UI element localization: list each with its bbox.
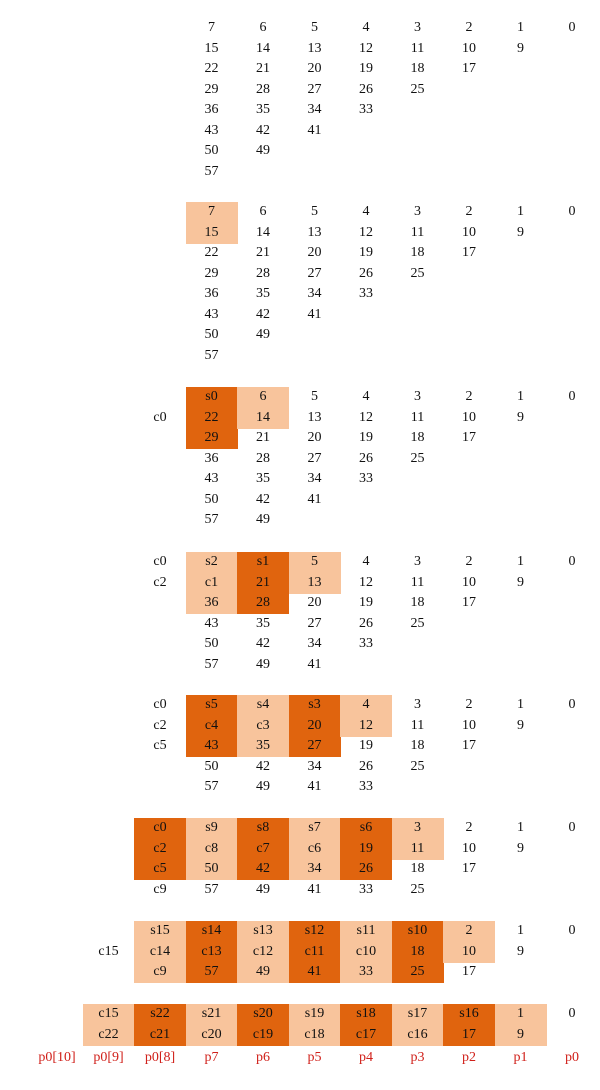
bit-cell: 42 — [256, 636, 270, 651]
bit-cell: 26 — [359, 450, 373, 466]
bit-cell: 9 — [517, 574, 524, 590]
bit-cell: s15 — [150, 923, 170, 938]
bit-cell: c20 — [201, 1026, 222, 1042]
bit-cell: 0 — [568, 554, 576, 569]
bit-cell: 0 — [568, 820, 576, 835]
bit-cell: 6 — [259, 204, 267, 219]
bit-cell: 17 — [462, 861, 476, 876]
bit-cell: 21 — [256, 245, 270, 260]
bit-cell: s17 — [407, 1006, 428, 1021]
bit-cell: 49 — [256, 656, 270, 672]
bit-cell: 35 — [256, 615, 270, 631]
bit-cell: 43 — [204, 122, 219, 138]
bit-cell: 3 — [414, 820, 421, 835]
bit-cell: 18 — [410, 861, 425, 876]
bit-cell: 12 — [359, 224, 373, 240]
bit-cell: 5 — [311, 554, 318, 569]
bit-cell: s10 — [407, 923, 428, 938]
bit-cell: 25 — [410, 758, 425, 774]
position-label: p6 — [256, 1050, 270, 1065]
bit-cell: 15 — [204, 40, 219, 56]
bit-cell: 18 — [410, 245, 425, 260]
bit-cell: 21 — [256, 61, 270, 76]
carry-label: c0 — [153, 697, 167, 712]
bit-cell: 41 — [307, 306, 322, 322]
bit-cell: 49 — [256, 143, 270, 158]
bit-cell: c0 — [153, 820, 167, 835]
bit-cell: 25 — [410, 881, 425, 897]
bit-cell: 17 — [462, 245, 476, 260]
bit-cell: 28 — [256, 265, 270, 281]
bit-cell: 35 — [256, 471, 270, 486]
position-label: p0 — [565, 1050, 579, 1065]
bit-cell: 4 — [362, 554, 370, 569]
bit-cell: 36 — [204, 102, 219, 117]
bit-cell: 57 — [204, 347, 219, 363]
carry-label: c0 — [153, 409, 167, 425]
bit-cell: 0 — [568, 697, 576, 712]
bit-cell: 2 — [465, 923, 473, 938]
carry-label: c0 — [153, 554, 167, 569]
bit-cell: 42 — [256, 491, 270, 507]
bit-cell: 22 — [204, 245, 219, 260]
bit-cell: 34 — [307, 471, 322, 486]
bit-cell: 19 — [359, 595, 373, 610]
bit-cell: 9 — [517, 1026, 524, 1042]
bit-cell: 1 — [517, 820, 524, 835]
position-label: p1 — [513, 1050, 528, 1065]
bit-cell: 29 — [204, 265, 219, 281]
bit-cell: c13 — [201, 943, 222, 959]
bit-cell: 18 — [410, 430, 425, 445]
bit-cell: s21 — [201, 1006, 222, 1021]
bit-cell: 10 — [462, 40, 476, 56]
bit-cell: 9 — [517, 717, 524, 733]
bit-cell: 10 — [462, 409, 476, 425]
bit-cell: 11 — [410, 840, 425, 856]
bit-cell: 11 — [410, 574, 425, 590]
bit-cell: 17 — [462, 1026, 476, 1042]
bit-cell: 6 — [259, 389, 267, 404]
bit-cell: 43 — [204, 471, 219, 486]
bit-cell: 14 — [256, 409, 270, 425]
bit-cell: 17 — [462, 61, 476, 76]
bit-cell: 50 — [204, 143, 219, 158]
bit-cell: c10 — [355, 943, 377, 959]
bit-cell: 1 — [517, 204, 524, 219]
bit-cell: 0 — [568, 389, 576, 404]
bit-cell: 50 — [204, 636, 219, 651]
bit-cell: 12 — [359, 574, 373, 590]
bit-cell: s0 — [205, 389, 218, 404]
bit-cell: 19 — [359, 840, 373, 856]
bit-cell: 42 — [256, 306, 270, 322]
bit-cell: 36 — [204, 286, 219, 301]
bit-cell: c1 — [204, 574, 219, 590]
bit-cell: 2 — [465, 820, 473, 835]
bit-cell: 29 — [204, 430, 219, 445]
carry-label: c15 — [98, 943, 119, 959]
bit-cell: 20 — [307, 245, 322, 260]
bit-cell: 33 — [359, 636, 373, 651]
bit-cell: 27 — [307, 81, 322, 97]
bit-cell: 42 — [256, 122, 270, 138]
bit-cell: s11 — [356, 923, 376, 938]
bit-cell: 14 — [256, 40, 270, 56]
bit-cell: 7 — [208, 204, 215, 219]
position-label: p2 — [462, 1050, 476, 1065]
bit-cell: 13 — [307, 40, 322, 56]
bit-cell: 28 — [256, 595, 270, 610]
bit-cell: 0 — [568, 1006, 576, 1021]
bit-cell: c16 — [407, 1026, 428, 1042]
bit-cell: 43 — [204, 306, 219, 322]
bit-cell: c22 — [98, 1026, 119, 1042]
bit-cell: 1 — [517, 20, 524, 35]
bit-cell: 10 — [462, 224, 476, 240]
bit-cell: s12 — [304, 923, 325, 938]
bit-cell: 57 — [204, 779, 219, 794]
bit-cell: 33 — [359, 471, 373, 486]
bit-cell: 4 — [362, 20, 370, 35]
bit-cell: 34 — [307, 286, 322, 301]
bit-cell: 19 — [359, 430, 373, 445]
bit-cell: 49 — [256, 881, 270, 897]
bit-cell: s14 — [201, 923, 222, 938]
bit-cell: 15 — [204, 224, 219, 240]
bit-cell: 57 — [204, 964, 219, 979]
bit-cell: 21 — [256, 430, 270, 445]
bit-cell: 2 — [465, 389, 473, 404]
bit-cell: 43 — [204, 738, 219, 753]
bit-cell: 11 — [410, 40, 425, 56]
bit-cell: 43 — [204, 615, 219, 631]
bit-cell: 7 — [208, 20, 215, 35]
bit-cell: 4 — [362, 697, 370, 712]
bit-cell: 20 — [307, 717, 322, 733]
bit-cell: 13 — [307, 574, 322, 590]
bit-cell: c19 — [252, 1026, 274, 1042]
position-label: p0[8] — [144, 1050, 176, 1065]
bit-cell: 5 — [311, 20, 318, 35]
bit-cell: s22 — [150, 1006, 170, 1021]
bit-cell: 34 — [307, 636, 322, 651]
bit-cell: c21 — [149, 1026, 171, 1042]
bit-cell: 33 — [359, 964, 373, 979]
bit-cell: 13 — [307, 409, 322, 425]
position-label: p0[10] — [38, 1050, 76, 1065]
position-label: p5 — [307, 1050, 322, 1065]
bit-cell: 11 — [410, 717, 425, 733]
bit-cell: 10 — [462, 943, 476, 959]
bit-cell: c3 — [256, 717, 270, 733]
bit-cell: 50 — [204, 491, 219, 507]
bit-cell: 28 — [256, 81, 270, 97]
bit-cell: s1 — [256, 554, 270, 569]
bit-cell: 12 — [359, 717, 373, 733]
bit-cell: s7 — [308, 820, 321, 835]
bit-cell: 10 — [462, 574, 476, 590]
bit-cell: c4 — [204, 717, 219, 733]
bit-cell: 4 — [362, 204, 370, 219]
bit-cell: 14 — [256, 224, 270, 240]
bit-cell: 57 — [204, 163, 219, 179]
bit-cell: s3 — [308, 697, 321, 712]
bit-cell: 20 — [307, 595, 322, 610]
bit-cell: 12 — [359, 409, 373, 425]
bit-cell: 26 — [359, 81, 373, 97]
bit-cell: 9 — [517, 224, 524, 240]
bit-cell: 27 — [307, 738, 322, 753]
bit-cell: 25 — [410, 265, 425, 281]
bit-cell: 1 — [517, 1006, 524, 1021]
bit-cell: c7 — [256, 840, 270, 856]
position-label: p7 — [204, 1050, 219, 1065]
carry-label: c2 — [153, 717, 167, 733]
bit-cell: 41 — [307, 491, 322, 507]
bit-cell: 13 — [307, 224, 322, 240]
bit-cell: 26 — [359, 615, 373, 631]
bit-cell: c14 — [149, 943, 171, 959]
bit-cell: c5 — [153, 861, 167, 876]
bit-cell: 50 — [204, 758, 219, 774]
bit-cell: 20 — [307, 61, 322, 76]
carry-label: c5 — [153, 738, 167, 753]
bit-cell: 9 — [517, 943, 524, 959]
bit-cell: 57 — [204, 512, 219, 527]
bit-cell: 0 — [568, 204, 576, 219]
bit-cell: 27 — [307, 450, 322, 466]
bit-cell: s2 — [205, 554, 218, 569]
bit-cell: 42 — [256, 758, 270, 774]
bit-cell: 22 — [204, 409, 219, 425]
bit-cell: c6 — [307, 840, 322, 856]
bit-cell: 33 — [359, 102, 373, 117]
bit-cell: s6 — [359, 820, 373, 835]
bit-cell: c9 — [153, 964, 167, 979]
bit-cell: 26 — [359, 265, 373, 281]
bit-cell: s19 — [304, 1006, 325, 1021]
bit-cell: s4 — [256, 697, 270, 712]
bit-cell: 36 — [204, 595, 219, 610]
bit-cell: 42 — [256, 861, 270, 876]
bit-cell: 57 — [204, 881, 219, 897]
bit-cell: 10 — [462, 840, 476, 856]
bit-cell: 49 — [256, 964, 270, 979]
bit-cell: 2 — [465, 554, 473, 569]
bit-cell: 29 — [204, 81, 219, 97]
bit-cell: 18 — [410, 61, 425, 76]
bit-cell: 50 — [204, 327, 219, 342]
bit-cell: 35 — [256, 738, 270, 753]
bit-cell: 5 — [311, 389, 318, 404]
bit-cell: 50 — [204, 861, 219, 876]
bit-cell: 49 — [256, 779, 270, 794]
bit-cell: 9 — [517, 40, 524, 56]
position-label: p0[9] — [93, 1050, 124, 1065]
bit-cell: 1 — [517, 923, 524, 938]
bit-cell: 18 — [410, 738, 425, 753]
bit-cell: 33 — [359, 881, 373, 897]
bit-cell: s18 — [356, 1006, 376, 1021]
bit-cell: 3 — [414, 204, 421, 219]
bit-cell: 41 — [307, 656, 322, 672]
bit-cell: 34 — [307, 758, 322, 774]
bit-cell: 2 — [465, 20, 473, 35]
bit-cell: 49 — [256, 327, 270, 342]
bit-cell: 33 — [359, 286, 373, 301]
bit-cell: 26 — [359, 758, 373, 774]
bit-cell: 17 — [462, 964, 476, 979]
bit-cell: 1 — [517, 554, 524, 569]
carry-label: c2 — [153, 574, 167, 590]
bit-cell: c12 — [252, 943, 274, 959]
bit-cell: 19 — [359, 61, 373, 76]
bit-cell: s20 — [253, 1006, 273, 1021]
bit-cell: 2 — [465, 697, 473, 712]
bit-cell: 22 — [204, 61, 219, 76]
bit-cell: 41 — [307, 122, 322, 138]
bit-cell: c17 — [355, 1026, 377, 1042]
bit-cell: 3 — [414, 20, 421, 35]
bit-cell: 0 — [568, 923, 576, 938]
bit-cell: s13 — [253, 923, 273, 938]
bit-cell: 17 — [462, 430, 476, 445]
bit-cell: 27 — [307, 265, 322, 281]
bit-cell: 2 — [465, 204, 473, 219]
bit-cell: c2 — [153, 840, 167, 856]
bit-cell: c18 — [304, 1026, 325, 1042]
bit-cell: 21 — [256, 574, 270, 590]
position-label: p4 — [359, 1050, 373, 1065]
bit-cell: 19 — [359, 245, 373, 260]
bit-cell: 3 — [414, 554, 421, 569]
bit-cell: 11 — [410, 409, 425, 425]
bit-cell: c9 — [153, 881, 167, 897]
bit-cell: 1 — [517, 389, 524, 404]
bit-cell: 9 — [517, 409, 524, 425]
bit-cell: 35 — [256, 286, 270, 301]
bit-cell: 41 — [307, 964, 322, 979]
bit-cell: 3 — [414, 697, 421, 712]
bit-cell: 49 — [256, 512, 270, 527]
bit-cell: 9 — [517, 840, 524, 856]
bit-cell: 0 — [568, 20, 576, 35]
bit-cell: 12 — [359, 40, 373, 56]
bit-cell: 36 — [204, 450, 219, 466]
bit-cell: 41 — [307, 881, 322, 897]
position-label: p3 — [410, 1050, 425, 1065]
bit-cell: 25 — [410, 81, 425, 97]
bit-cell: c15 — [98, 1006, 119, 1021]
bit-cell: 27 — [307, 615, 322, 631]
bit-cell: 33 — [359, 779, 373, 794]
bit-cell: c11 — [304, 943, 325, 959]
bit-cell: 25 — [410, 615, 425, 631]
bit-cell: 17 — [462, 595, 476, 610]
bit-cell: 10 — [462, 717, 476, 733]
bit-cell: s5 — [205, 697, 218, 712]
bit-cell: 17 — [462, 738, 476, 753]
bit-cell: 11 — [410, 224, 425, 240]
bit-cell: s9 — [205, 820, 218, 835]
bit-cell: 35 — [256, 102, 270, 117]
bit-cell: 34 — [307, 861, 322, 876]
bit-cell: 18 — [410, 595, 425, 610]
bit-cell: 20 — [307, 430, 322, 445]
bit-cell: 1 — [517, 697, 524, 712]
bit-cell: 25 — [410, 964, 425, 979]
bit-cell: 34 — [307, 102, 322, 117]
bit-cell: 41 — [307, 779, 322, 794]
bit-cell: c8 — [204, 840, 219, 856]
bit-cell: 18 — [410, 943, 425, 959]
bit-cell: 19 — [359, 738, 373, 753]
bit-cell: s16 — [459, 1006, 479, 1021]
bit-cell: 4 — [362, 389, 370, 404]
bit-cell: s8 — [256, 820, 270, 835]
bit-cell: 28 — [256, 450, 270, 466]
bit-cell: 26 — [359, 861, 373, 876]
bit-cell: 6 — [259, 20, 267, 35]
bit-cell: 3 — [414, 389, 421, 404]
bit-cell: 5 — [311, 204, 318, 219]
bit-cell: 57 — [204, 656, 219, 672]
bit-cell: 25 — [410, 450, 425, 466]
